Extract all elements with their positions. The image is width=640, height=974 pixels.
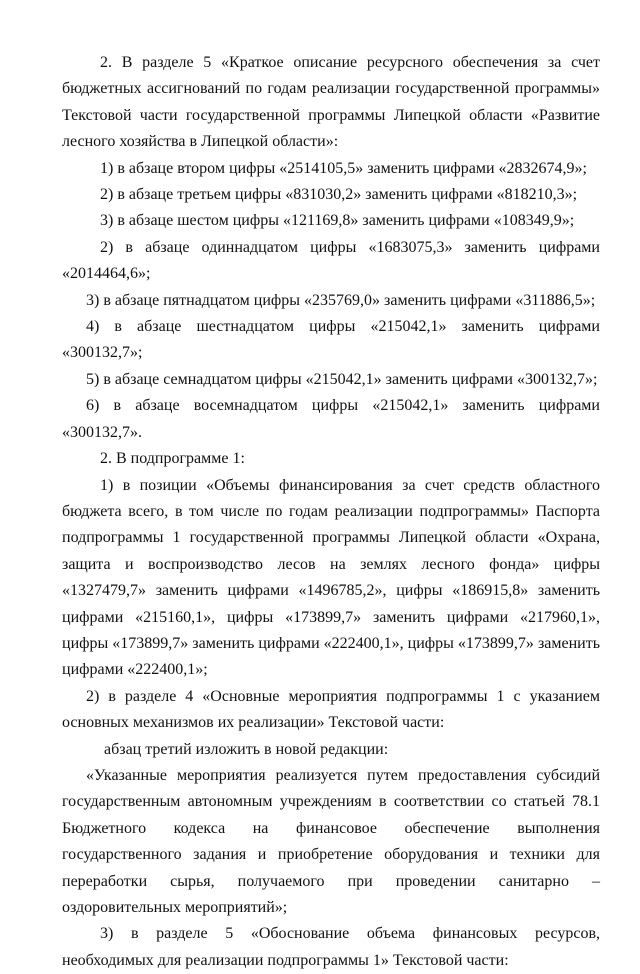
paragraph-item: 3) в абзаце пятнадцатом цифры «235769,0» заменить цифрами «311886,5»; [86, 291, 596, 309]
paragraph-section5-intro: 2. В разделе 5 «Краткое описание ресурсного обеспечения за счет бюджетных ассигнований по годам реализации государственной программы» Текстовой части государственной программы Липецкой области «Развитие лесного хозяйства в Липецкой области»: [62, 54, 600, 151]
paragraph-item: 2) в абзаце одиннадцатом цифры «1683075,3» заменить цифрами «2014464,6»; [62, 238, 600, 283]
paragraph-item: абзац третий изложить в новой редакции: [104, 740, 389, 758]
document-page [62, 50, 600, 974]
paragraph-subprogram-heading: 2. В подпрограмме 1: [100, 450, 245, 468]
paragraph-item: 2) в абзаце третьем цифры «831030,2» заменить цифрами «818210,3»; [100, 186, 578, 204]
paragraph-item: 4) в абзаце шестнадцатом цифры «215042,1» заменить цифрами «300132,7»; [62, 318, 600, 362]
paragraph-item: 3) в разделе 5 «Обоснование объема финансовых ресурсов, необходимых для реализации подпрограммы 1» Текстовой части: [62, 925, 600, 969]
paragraph-item: 1) в позиции «Объемы финансирования за счет средств областного бюджета всего, в том числе по годам реализации подпрограммы» Паспорта подпрограммы 1 государственной программы Липецкой области «Охрана, защита и воспроизводство лесов на землях лесного фонда» цифры «1327479,7» заменить цифрами «1496785,2», цифры «186915,8» заменить цифрами «215160,1», цифры «173899,7» заменить цифрами «217960,1», цифры «173899,7» заменить цифрами «222400,1», цифры «173899,7» заменить цифрами «222400,1»; [62, 476, 600, 679]
paragraph-item: 5) в абзаце семнадцатом цифры «215042,1» заменить цифрами «300132,7»; [86, 370, 598, 388]
paragraph-item: 1) в абзаце втором цифры «2514105,5» заменить цифрами «2832674,9»; [100, 159, 587, 177]
paragraph-quote: «Указанные мероприятия реализуется путем предоставления субсидий государственным автономным учреждениям в соответствии со статьей 78.1 Бюджетного кодекса на финансовое обеспечение выполнения государственного задания и приобретение оборудования и техники для переработки сырья, получаемого при проведении санитарно – оздоровительных мероприятий»; [62, 766, 600, 916]
paragraph-item: 6) в абзаце восемнадцатом цифры «215042,1» заменить цифрами «300132,7». [62, 397, 600, 441]
paragraph-item: 3) в абзаце шестом цифры «121169,8» заменить цифрами «108349,9»; [100, 212, 575, 230]
paragraph-item: 2) в разделе 4 «Основные мероприятия подпрограммы 1 с указанием основных механизмов их реализации» Текстовой части: [62, 687, 600, 732]
